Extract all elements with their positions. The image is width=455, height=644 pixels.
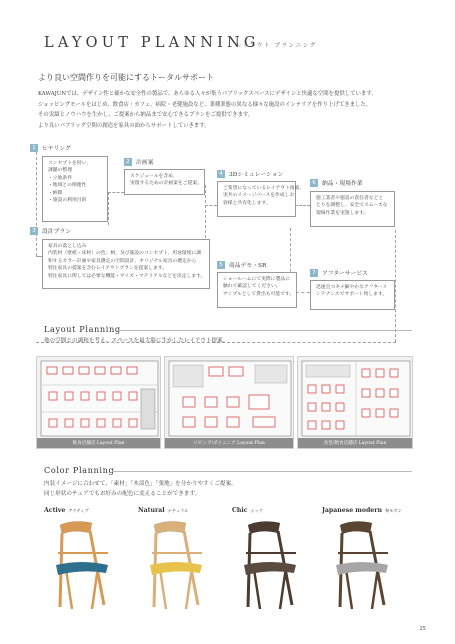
page-title-kana: レイアウト プランニング	[236, 43, 317, 49]
step-text: 施工業者や施設の責任者などと	[316, 196, 384, 201]
step-number: 3	[30, 227, 38, 235]
step-7	[310, 268, 368, 277]
step-text: ンテナンスでサポート致します。	[316, 292, 388, 298]
floor-plan-drawing	[298, 357, 413, 440]
chair-kana: アクティブ	[68, 508, 89, 513]
step-text: スケジュールを含め、	[130, 174, 178, 179]
step-text: ・施設の利用目的	[48, 198, 87, 204]
flow-connector	[36, 152, 37, 256]
plan-caption: 食堂/飲食店舗店 Layout Plan	[298, 438, 412, 448]
intro-text	[38, 89, 428, 131]
chair-kana: 和モダン	[384, 508, 402, 513]
step-label: 商品デモ・SR	[229, 263, 267, 269]
intro-line: ショッピングモールをはじめ、飲食店・カフェ、病院・老健施設など、業種業態の異なる様々な施設のインテリアを作り上げてきました。	[38, 101, 372, 108]
chair-label-japanese-modern	[322, 507, 402, 514]
step-number: 2	[124, 158, 132, 166]
floor-plan-1	[36, 356, 161, 449]
step-5-box	[217, 272, 297, 308]
chair-kana: ナチュラル	[167, 508, 189, 513]
intro-line: KAWAJUNでは、デザイン性と確かな安全性の製品で、あらゆる人々が集うパブリックスペースにデザインと快適な空間を提供しています。	[38, 91, 377, 97]
color-planning-line: 内装イメージに合わせて、「素材」「木部色」「張地」を分かりやすくご提案。	[44, 481, 237, 487]
step-text: ご希望になっているレイアウト図面、	[223, 186, 305, 191]
step-5	[217, 260, 266, 269]
step-number: 1	[30, 144, 38, 152]
chair-illustration	[336, 521, 388, 609]
chair-illustration	[244, 521, 296, 609]
step-text: 実共のイメージパースを作成しお	[223, 193, 295, 199]
page-number: 25	[419, 626, 426, 632]
step-text: ・立地条件	[48, 175, 72, 181]
step-3-box	[42, 239, 210, 289]
chair-name: Japanese modern	[322, 507, 382, 514]
floor-plan-2	[164, 356, 294, 449]
intro-line: その実績とノウハウを生かし、ご提案から納品まで安心できるプランをご提供できます。	[38, 112, 254, 119]
step-1-box	[42, 156, 108, 222]
plan-caption: リビング/ダイニング Layout Plan	[165, 438, 293, 448]
step-text: 内装材（壁紙・床材）の色、柄、及び施設のコンセプト、用途環境に調	[48, 251, 202, 257]
step-number: 5	[217, 261, 225, 269]
floor-plan-drawing	[165, 357, 294, 440]
step-text: 触れて確認してください。	[223, 284, 281, 290]
chair-label-active	[44, 507, 89, 514]
step-text: 和するカラー計画や家具選定の空間設計、オリジナル家具の選定から	[48, 258, 197, 264]
layout-planning-desc: 他の空間との調和を考え、スペースを最大限に生かしたレイアウト提案。	[44, 338, 229, 344]
step-7-box	[310, 280, 395, 310]
step-text: 特注家具の提案を含むレイアウトプランを提案します。	[48, 266, 168, 272]
chair-name: Active	[44, 507, 66, 514]
step-text: 現場作業を実施します。	[316, 210, 369, 216]
step-text: とりを調整し、安全でスムーズな	[316, 203, 388, 209]
step-label: 納品・現場作業	[322, 181, 363, 187]
step-2-box	[124, 169, 205, 195]
page-title: LAYOUT PLANNING	[44, 35, 260, 51]
chair-label-chic	[232, 507, 263, 514]
chair-label-natural	[138, 507, 188, 514]
step-text: 特注家具に関しては必要な機能・サイズ・マテリアルなどを決定します。	[48, 273, 206, 279]
step-4-box	[217, 181, 305, 217]
step-text: 家具の落とし込み	[48, 244, 87, 249]
step-label: 計画案	[136, 160, 154, 166]
step-3	[30, 226, 71, 235]
flow-connector	[205, 185, 206, 243]
floor-plan-drawing	[37, 357, 161, 440]
color-planning-text	[44, 479, 237, 500]
step-2	[124, 157, 153, 166]
chair-samples	[30, 515, 430, 615]
step-number: 7	[310, 269, 318, 277]
step-label: 設計プラン	[42, 229, 71, 235]
step-text: ショールームにて実際に製品に	[223, 277, 290, 282]
step-text: 課題の整理	[48, 168, 72, 174]
step-label: ヒヤリング	[42, 146, 71, 152]
step-4	[217, 169, 283, 178]
color-planning-line: 同じ形状のチェアでもお好みの配色に変えることができます。	[44, 491, 201, 498]
section-divider	[112, 471, 412, 472]
step-number: 4	[217, 170, 225, 178]
step-text: ・地域との関連性	[48, 183, 87, 189]
step-text: 実現するための計画案をご提案。	[130, 181, 202, 187]
flow-connector	[108, 192, 109, 225]
chair-illustration	[150, 521, 202, 609]
step-6-box	[310, 191, 395, 227]
step-label: アフターサービス	[322, 271, 368, 277]
step-text: 迅速且つキメ細やかなアフターメ	[316, 285, 388, 290]
section-divider	[116, 330, 412, 331]
step-1	[30, 143, 71, 152]
flow-connector	[205, 205, 217, 206]
intro-heading: より良い空間作りを可能にするトータルサポート	[38, 73, 214, 82]
intro-line: より良いパブリック空間の創造を家具の面からサポートしていきます。	[38, 122, 210, 129]
step-text: コンセプトを伺い、	[48, 161, 92, 166]
color-planning-heading: Color Planning	[44, 465, 115, 475]
chair-kana: シック	[250, 508, 264, 513]
chair-name: Chic	[232, 507, 248, 514]
plan-caption: 飲食店舗店 Layout Plan	[37, 438, 160, 448]
chair-name: Natural	[138, 507, 165, 514]
layout-planning-heading: Layout Planning	[44, 324, 121, 334]
chair-illustration	[56, 521, 108, 609]
flow-connector	[108, 192, 124, 193]
floor-plan-3	[297, 356, 413, 449]
step-number: 6	[310, 179, 318, 187]
step-text: ・納期	[48, 190, 63, 196]
flow-connector	[295, 205, 310, 206]
step-text: 客様と共有化します。	[223, 200, 271, 206]
step-label: 3Dシミュレーション	[229, 172, 284, 178]
flow-connector	[395, 230, 396, 342]
step-6	[310, 178, 363, 187]
step-text: サンプルとして貸出も可能です。	[223, 291, 295, 297]
